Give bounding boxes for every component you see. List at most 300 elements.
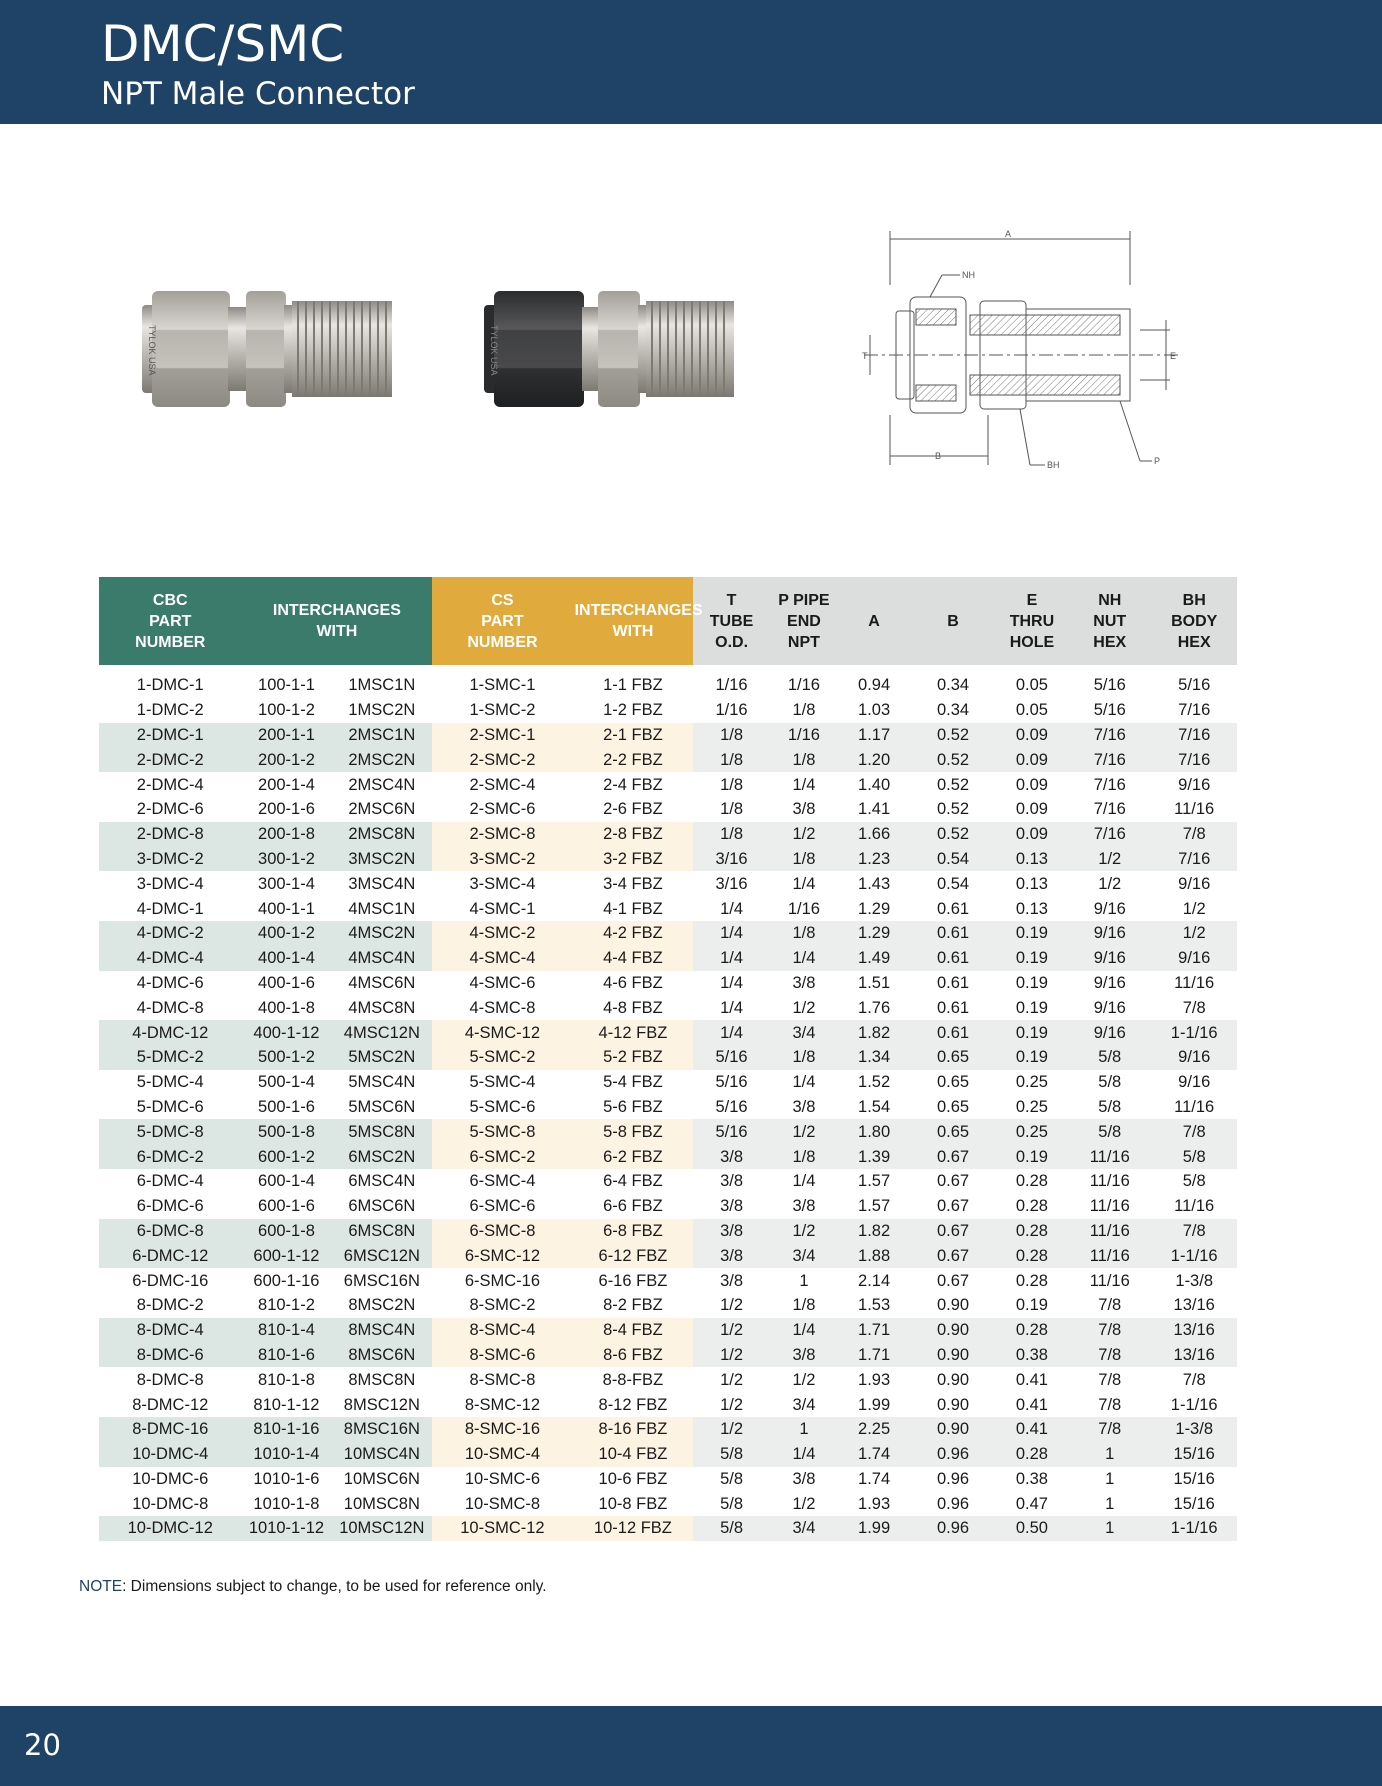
body-hex-cell: 11/16 [1174, 1097, 1215, 1116]
interchange-2-cell: 6MSC8N [331, 1219, 432, 1244]
pipe-end-npt-cell: 1/2 [792, 1370, 816, 1389]
dim-a-cell: 1.93 [858, 1494, 891, 1513]
thru-hole-cell: 0.28 [996, 1243, 1068, 1268]
table-row [99, 1144, 1237, 1169]
thru-hole-cell: 0.28 [996, 1318, 1068, 1343]
interchange-2-cell: 4MSC12N [331, 1020, 432, 1045]
pipe-end-npt-cell: 3/4 [770, 1516, 838, 1541]
nut-hex-cell: 11/16 [1089, 1197, 1130, 1216]
dim-a-cell: 1.82 [838, 1219, 910, 1244]
stainless-connector-photo [138, 285, 398, 415]
nut-hex-cell: 11/16 [1068, 1144, 1151, 1169]
cbc-part-number-cell: 2-DMC-2 [99, 747, 242, 772]
dim-a-cell: 2.14 [858, 1271, 891, 1290]
thru-hole-cell: 0.19 [996, 1045, 1068, 1070]
dim-a-cell: 1.66 [838, 822, 910, 847]
interchange-2-cell: 2MSC2N [331, 747, 432, 772]
cs-part-number-cell: 6-SMC-8 [432, 1219, 572, 1244]
nut-hex-cell: 1/2 [1068, 847, 1151, 872]
body-hex-cell: 1-1/16 [1170, 1395, 1218, 1414]
table-row [99, 797, 1237, 822]
thru-hole-cell: 0.13 [1015, 899, 1048, 918]
interchange-2-cell: 6MSC4N [348, 1172, 416, 1191]
dim-b-cell: 0.52 [910, 747, 996, 772]
nut-hex-cell: 11/16 [1089, 1271, 1130, 1290]
tube-od-cell: 1/8 [693, 723, 770, 748]
interchange-2-cell: 6MSC16N [343, 1271, 420, 1290]
interchange-2-cell: 6MSC6N [348, 1197, 416, 1216]
thru-hole-cell: 0.41 [996, 1417, 1068, 1442]
dim-a-cell: 1.93 [858, 1370, 891, 1389]
tube-od-cell: 5/8 [720, 1469, 744, 1488]
nut-hex-cell: 7/16 [1068, 747, 1151, 772]
thru-hole-cell: 0.41 [1015, 1395, 1048, 1414]
header-e: E THRU HOLE [996, 577, 1068, 665]
cs-part-number-cell: 2-SMC-6 [469, 800, 536, 819]
cs-interchange-cell: 4-4 FBZ [573, 946, 694, 971]
dim-a-cell: 1.54 [858, 1097, 891, 1116]
table-row [99, 847, 1237, 872]
interchange-1-cell: 810-1-16 [242, 1417, 332, 1442]
cbc-part-number-cell: 10-DMC-4 [99, 1442, 242, 1467]
nut-hex-cell: 5/8 [1098, 1073, 1122, 1092]
dim-b-cell: 0.61 [936, 973, 970, 992]
cs-interchange-cell: 10-8 FBZ [598, 1494, 668, 1513]
tube-od-cell: 1/16 [715, 701, 748, 720]
tube-od-cell: 1/4 [693, 1020, 770, 1045]
thru-hole-cell: 0.19 [1015, 973, 1048, 992]
pipe-end-npt-cell: 1/16 [787, 899, 820, 918]
pipe-end-npt-cell: 3/8 [792, 800, 816, 819]
dim-a-cell: 1.80 [838, 1119, 910, 1144]
cbc-part-number-cell: 8-DMC-6 [99, 1343, 242, 1368]
pipe-end-npt-cell: 1/8 [770, 1045, 838, 1070]
header-p: P PIPE END NPT [770, 577, 838, 665]
tube-od-cell: 3/16 [715, 874, 748, 893]
interchange-2-cell: 8MSC8N [348, 1370, 416, 1389]
thru-hole-cell: 0.05 [1015, 701, 1048, 720]
thru-hole-cell: 0.28 [1015, 1197, 1048, 1216]
pipe-end-npt-cell: 3/4 [770, 1020, 838, 1045]
nut-hex-cell: 7/16 [1068, 822, 1151, 847]
interchange-2-cell: 5MSC2N [331, 1045, 432, 1070]
pipe-end-npt-cell: 1 [799, 1271, 809, 1290]
dim-a-cell: 1.57 [858, 1197, 891, 1216]
cs-part-number-cell: 8-SMC-4 [432, 1318, 572, 1343]
cbc-part-number-cell: 6-DMC-6 [136, 1197, 204, 1216]
cbc-part-number-cell: 1-DMC-2 [136, 701, 204, 720]
tube-od-cell: 1/8 [693, 822, 770, 847]
cbc-part-number-cell: 6-DMC-12 [99, 1243, 242, 1268]
tube-od-cell: 1/4 [720, 973, 744, 992]
cbc-part-number-cell: 2-DMC-1 [99, 723, 242, 748]
body-hex-cell: 7/8 [1182, 1370, 1206, 1389]
cs-interchange-cell: 5-2 FBZ [573, 1045, 694, 1070]
interchange-2-cell: 10MSC6N [343, 1469, 420, 1488]
table-row [99, 1467, 1237, 1492]
cs-part-number-cell: 6-SMC-2 [432, 1144, 572, 1169]
nut-hex-cell: 7/16 [1068, 723, 1151, 748]
header-cbc: CBC PART NUMBER [99, 577, 242, 665]
dim-a-cell: 1.99 [838, 1516, 910, 1541]
tube-od-cell: 1/4 [693, 946, 770, 971]
pipe-end-npt-cell: 1/2 [792, 998, 816, 1017]
cs-part-number-cell: 10-SMC-6 [464, 1469, 541, 1488]
cs-part-number-cell: 5-SMC-2 [432, 1045, 572, 1070]
dim-a-cell: 1.40 [858, 775, 891, 794]
dim-b-cell: 0.90 [910, 1417, 996, 1442]
table-row [99, 971, 1237, 996]
pipe-end-npt-cell: 3/4 [770, 1243, 838, 1268]
tube-od-cell: 3/8 [720, 1172, 744, 1191]
body-hex-cell: 7/16 [1178, 701, 1211, 720]
dim-b-cell: 0.54 [910, 847, 996, 872]
dim-a-cell: 1.20 [838, 747, 910, 772]
tube-od-cell: 5/8 [720, 1494, 744, 1513]
cs-interchange-cell: 8-12 FBZ [598, 1395, 668, 1414]
dim-b-cell: 0.52 [910, 723, 996, 748]
cs-interchange-cell: 2-4 FBZ [603, 775, 663, 794]
nut-hex-cell: 9/16 [1068, 946, 1151, 971]
nut-hex-cell: 5/8 [1098, 1097, 1122, 1116]
dim-b-cell: 0.54 [936, 874, 970, 893]
dim-a-cell: 1.23 [838, 847, 910, 872]
cbc-part-number-cell: 10-DMC-6 [132, 1469, 209, 1488]
dim-b-cell: 0.67 [910, 1219, 996, 1244]
interchange-2-cell: 4MSC4N [331, 946, 432, 971]
page-subtitle: NPT Male Connector [101, 76, 415, 112]
table-row [99, 673, 1237, 698]
table-row [99, 1095, 1237, 1120]
tube-od-cell: 1/2 [693, 1343, 770, 1368]
dim-a-cell: 1.39 [838, 1144, 910, 1169]
thru-hole-cell: 0.09 [996, 747, 1068, 772]
nut-hex-cell: 1 [1068, 1516, 1151, 1541]
dim-a-cell: 1.17 [838, 723, 910, 748]
cs-interchange-cell: 8-8-FBZ [602, 1370, 664, 1389]
dim-b-cell: 0.52 [936, 800, 970, 819]
dim-label-a: A [1005, 229, 1012, 239]
header-spacer [99, 665, 1237, 673]
dim-b-cell: 0.61 [910, 921, 996, 946]
body-hex-cell: 15/16 [1151, 1442, 1237, 1467]
interchange-2-cell: 5MSC4N [348, 1073, 416, 1092]
dim-label-bh: BH [1047, 460, 1060, 470]
tube-od-cell: 5/8 [693, 1442, 770, 1467]
dim-b-cell: 0.90 [936, 1296, 970, 1315]
dim-label-p: P [1154, 456, 1161, 466]
tube-od-cell: 1/2 [720, 1370, 744, 1389]
nut-hex-cell: 5/8 [1068, 1119, 1151, 1144]
interchange-1-cell: 500-1-4 [258, 1073, 315, 1092]
tube-od-cell: 1/8 [720, 775, 744, 794]
pipe-end-npt-cell: 1/4 [770, 946, 838, 971]
cs-part-number-cell: 6-SMC-6 [469, 1197, 536, 1216]
thru-hole-cell: 0.19 [996, 1144, 1068, 1169]
dim-a-cell: 2.25 [838, 1417, 910, 1442]
dim-a-cell: 1.43 [858, 874, 891, 893]
cs-interchange-cell: 6-4 FBZ [603, 1172, 663, 1191]
nut-hex-cell: 11/16 [1068, 1243, 1151, 1268]
dim-b-cell: 0.67 [936, 1197, 970, 1216]
cbc-part-number-cell: 2-DMC-8 [99, 822, 242, 847]
dim-b-cell: 0.90 [936, 1395, 970, 1414]
thru-hole-cell: 0.19 [996, 1020, 1068, 1045]
dim-b-cell: 0.52 [936, 775, 970, 794]
cs-part-number-cell: 4-SMC-2 [432, 921, 572, 946]
cbc-part-number-cell: 8-DMC-8 [136, 1370, 204, 1389]
nut-hex-cell: 7/16 [1093, 775, 1126, 794]
thru-hole-cell: 0.50 [996, 1516, 1068, 1541]
interchange-2-cell: 10MSC12N [331, 1516, 432, 1541]
tube-od-cell: 3/8 [720, 1271, 744, 1290]
pipe-end-npt-cell: 1/2 [770, 1219, 838, 1244]
pipe-end-npt-cell: 3/8 [792, 973, 816, 992]
cbc-part-number-cell: 5-DMC-8 [99, 1119, 242, 1144]
cs-interchange-cell: 1-1 FBZ [603, 676, 663, 695]
pipe-end-npt-cell: 1/4 [792, 1073, 816, 1092]
thru-hole-cell: 0.47 [1015, 1494, 1048, 1513]
pipe-end-npt-cell: 1/8 [770, 747, 838, 772]
cbc-part-number-cell: 4-DMC-12 [99, 1020, 242, 1045]
dim-a-cell: 1.57 [858, 1172, 891, 1191]
table-row [99, 946, 1237, 971]
cs-part-number-cell: 8-SMC-12 [464, 1395, 541, 1414]
cs-interchange-cell: 8-2 FBZ [603, 1296, 663, 1315]
table-row [99, 1417, 1237, 1442]
cs-part-number-cell: 4-SMC-1 [469, 899, 536, 918]
interchange-1-cell: 300-1-2 [242, 847, 332, 872]
table-row [99, 698, 1237, 723]
page-number: 20 [24, 1728, 61, 1762]
cs-part-number-cell: 10-SMC-12 [432, 1516, 572, 1541]
dim-b-cell: 0.65 [910, 1119, 996, 1144]
table-row [99, 921, 1237, 946]
table-row [99, 871, 1237, 896]
thru-hole-cell: 0.38 [1015, 1469, 1048, 1488]
interchange-2-cell: 2MSC6N [348, 800, 416, 819]
pipe-end-npt-cell: 1/16 [770, 723, 838, 748]
table-row [99, 1243, 1237, 1268]
cs-interchange-cell: 6-2 FBZ [573, 1144, 694, 1169]
thru-hole-cell: 0.19 [1015, 1296, 1048, 1315]
cs-interchange-cell: 5-6 FBZ [603, 1097, 663, 1116]
pipe-end-npt-cell: 1/8 [770, 1144, 838, 1169]
dim-label-e: E [1170, 351, 1177, 361]
header-interchanges-cs: INTERCHANGES WITH [573, 577, 694, 665]
thru-hole-cell: 0.09 [1015, 800, 1048, 819]
thru-hole-cell: 0.41 [1015, 1370, 1048, 1389]
dim-b-cell: 0.96 [910, 1442, 996, 1467]
cs-interchange-cell: 6-6 FBZ [603, 1197, 663, 1216]
nut-hex-cell: 7/8 [1068, 1417, 1151, 1442]
interchange-1-cell: 600-1-6 [258, 1197, 315, 1216]
dim-a-cell: 1.53 [858, 1296, 891, 1315]
cs-part-number-cell: 6-SMC-4 [469, 1172, 536, 1191]
cbc-part-number-cell: 4-DMC-8 [136, 998, 204, 1017]
thru-hole-cell: 0.25 [1015, 1097, 1048, 1116]
cs-interchange-cell: 8-4 FBZ [573, 1318, 694, 1343]
header-t: T TUBE O.D. [693, 577, 770, 665]
interchange-2-cell: 4MSC2N [331, 921, 432, 946]
tube-od-cell: 1/16 [715, 676, 748, 695]
dim-a-cell: 1.41 [858, 800, 891, 819]
tube-od-cell: 1/2 [693, 1318, 770, 1343]
interchange-2-cell: 2MSC4N [348, 775, 416, 794]
interchange-2-cell: 5MSC8N [331, 1119, 432, 1144]
cs-part-number-cell: 8-SMC-6 [432, 1343, 572, 1368]
dim-a-cell: 1.88 [838, 1243, 910, 1268]
dim-a-cell: 1.76 [858, 998, 891, 1017]
interchange-1-cell: 810-1-4 [242, 1318, 332, 1343]
cs-interchange-cell: 4-1 FBZ [603, 899, 663, 918]
body-hex-cell: 1/2 [1151, 921, 1237, 946]
pipe-end-npt-cell: 1/8 [792, 1296, 816, 1315]
dim-a-cell: 1.71 [838, 1343, 910, 1368]
cs-part-number-cell: 2-SMC-1 [432, 723, 572, 748]
pipe-end-npt-cell: 3/8 [792, 1097, 816, 1116]
spec-table-body [99, 673, 1237, 1541]
nut-hex-cell: 7/8 [1068, 1343, 1151, 1368]
interchange-1-cell: 600-1-12 [242, 1243, 332, 1268]
cs-part-number-cell: 5-SMC-4 [469, 1073, 536, 1092]
cs-part-number-cell: 6-SMC-16 [464, 1271, 541, 1290]
interchange-2-cell: 10MSC8N [343, 1494, 420, 1513]
interchange-1-cell: 400-1-8 [258, 998, 315, 1017]
thru-hole-cell: 0.38 [996, 1343, 1068, 1368]
dim-b-cell: 0.65 [910, 1045, 996, 1070]
body-hex-cell: 1/2 [1182, 899, 1206, 918]
table-row [99, 1268, 1237, 1293]
interchange-1-cell: 810-1-6 [242, 1343, 332, 1368]
table-row [99, 772, 1237, 797]
tube-od-cell: 5/16 [715, 1097, 748, 1116]
interchange-2-cell: 10MSC4N [331, 1442, 432, 1467]
interchange-1-cell: 200-1-2 [242, 747, 332, 772]
body-hex-cell: 13/16 [1151, 1343, 1237, 1368]
tube-od-cell: 5/16 [715, 1073, 748, 1092]
pipe-end-npt-cell: 1/2 [770, 822, 838, 847]
pipe-end-npt-cell: 3/4 [792, 1395, 816, 1414]
tube-od-cell: 3/8 [693, 1219, 770, 1244]
pipe-end-npt-cell: 1/4 [770, 1442, 838, 1467]
interchange-1-cell: 1010-1-6 [253, 1469, 320, 1488]
interchange-1-cell: 200-1-1 [242, 723, 332, 748]
note-label: NOTE [79, 1578, 123, 1595]
nut-hex-cell: 9/16 [1068, 921, 1151, 946]
body-hex-cell: 7/8 [1151, 1219, 1237, 1244]
cbc-part-number-cell: 6-DMC-16 [132, 1271, 209, 1290]
body-hex-cell: 1-3/8 [1175, 1271, 1213, 1290]
tube-od-cell: 1/8 [720, 800, 744, 819]
cs-interchange-cell: 1-2 FBZ [603, 701, 663, 720]
body-hex-cell: 15/16 [1173, 1494, 1215, 1513]
thru-hole-cell: 0.28 [1015, 1172, 1048, 1191]
cbc-part-number-cell: 3-DMC-2 [99, 847, 242, 872]
body-hex-cell: 7/8 [1151, 1119, 1237, 1144]
cs-interchange-cell: 4-8 FBZ [603, 998, 663, 1017]
interchange-1-cell: 500-1-6 [258, 1097, 315, 1116]
dim-b-cell: 0.61 [910, 1020, 996, 1045]
interchange-1-cell: 200-1-6 [258, 800, 315, 819]
nut-hex-cell: 7/8 [1068, 1318, 1151, 1343]
body-hex-cell: 13/16 [1151, 1318, 1237, 1343]
reference-note [79, 1578, 547, 1596]
interchange-1-cell: 100-1-2 [258, 701, 315, 720]
table-row [99, 1442, 1237, 1467]
interchange-2-cell: 8MSC12N [343, 1395, 420, 1414]
pipe-end-npt-cell: 1/8 [770, 847, 838, 872]
interchange-1-cell: 200-1-4 [258, 775, 315, 794]
interchange-1-cell: 400-1-6 [258, 973, 315, 992]
table-row [99, 1343, 1237, 1368]
body-hex-cell: 9/16 [1178, 1073, 1211, 1092]
tube-od-cell: 1/2 [720, 1296, 744, 1315]
cbc-part-number-cell: 6-DMC-2 [99, 1144, 242, 1169]
body-hex-cell: 1-1/16 [1151, 1516, 1237, 1541]
tube-od-cell: 5/8 [693, 1516, 770, 1541]
cs-interchange-cell: 8-16 FBZ [573, 1417, 694, 1442]
interchange-1-cell: 200-1-8 [242, 822, 332, 847]
dim-b-cell: 0.34 [936, 701, 970, 720]
interchange-2-cell: 1MSC2N [348, 701, 416, 720]
cbc-part-number-cell: 5-DMC-6 [136, 1097, 204, 1116]
header-nh: NH NUT HEX [1068, 577, 1151, 665]
body-hex-cell: 9/16 [1151, 946, 1237, 971]
thru-hole-cell: 0.28 [996, 1219, 1068, 1244]
nut-hex-cell: 5/16 [1093, 676, 1126, 695]
dim-a-cell: 1.51 [858, 973, 891, 992]
body-hex-cell: 7/16 [1151, 847, 1237, 872]
interchange-1-cell: 1010-1-8 [253, 1494, 320, 1513]
thru-hole-cell: 0.28 [996, 1442, 1068, 1467]
table-row [99, 1318, 1237, 1343]
nut-hex-cell: 9/16 [1093, 973, 1126, 992]
table-row [99, 1169, 1237, 1194]
interchange-1-cell: 400-1-1 [258, 899, 315, 918]
dim-a-cell: 1.71 [838, 1318, 910, 1343]
dim-b-cell: 0.61 [936, 998, 970, 1017]
table-row [99, 1020, 1237, 1045]
thru-hole-cell: 0.19 [996, 946, 1068, 971]
nut-hex-cell: 7/8 [1098, 1296, 1122, 1315]
thru-hole-cell: 0.28 [1015, 1271, 1048, 1290]
dim-b-cell: 0.65 [936, 1097, 970, 1116]
dim-a-cell: 1.74 [838, 1442, 910, 1467]
tube-od-cell: 1/2 [693, 1417, 770, 1442]
body-hex-cell: 1-1/16 [1151, 1243, 1237, 1268]
tylok-stamp: TYLOK USA [489, 325, 499, 376]
pipe-end-npt-cell: 1/2 [792, 1494, 816, 1513]
cs-interchange-cell: 5-4 FBZ [603, 1073, 663, 1092]
table-row [99, 1194, 1237, 1219]
dim-b-cell: 0.52 [910, 822, 996, 847]
tube-od-cell: 5/16 [693, 1045, 770, 1070]
table-row [99, 1219, 1237, 1244]
cs-interchange-cell: 2-1 FBZ [573, 723, 694, 748]
cs-part-number-cell: 3-SMC-4 [469, 874, 536, 893]
pipe-end-npt-cell: 1/2 [770, 1119, 838, 1144]
cbc-part-number-cell: 5-DMC-2 [99, 1045, 242, 1070]
dim-a-cell: 1.52 [858, 1073, 891, 1092]
body-hex-cell: 5/8 [1182, 1172, 1206, 1191]
cbc-part-number-cell: 1-DMC-1 [136, 676, 204, 695]
body-hex-cell: 11/16 [1174, 1197, 1215, 1216]
dim-b-cell: 0.90 [910, 1343, 996, 1368]
interchange-2-cell: 2MSC1N [331, 723, 432, 748]
cs-part-number-cell: 6-SMC-12 [432, 1243, 572, 1268]
body-hex-cell: 7/8 [1182, 998, 1206, 1017]
